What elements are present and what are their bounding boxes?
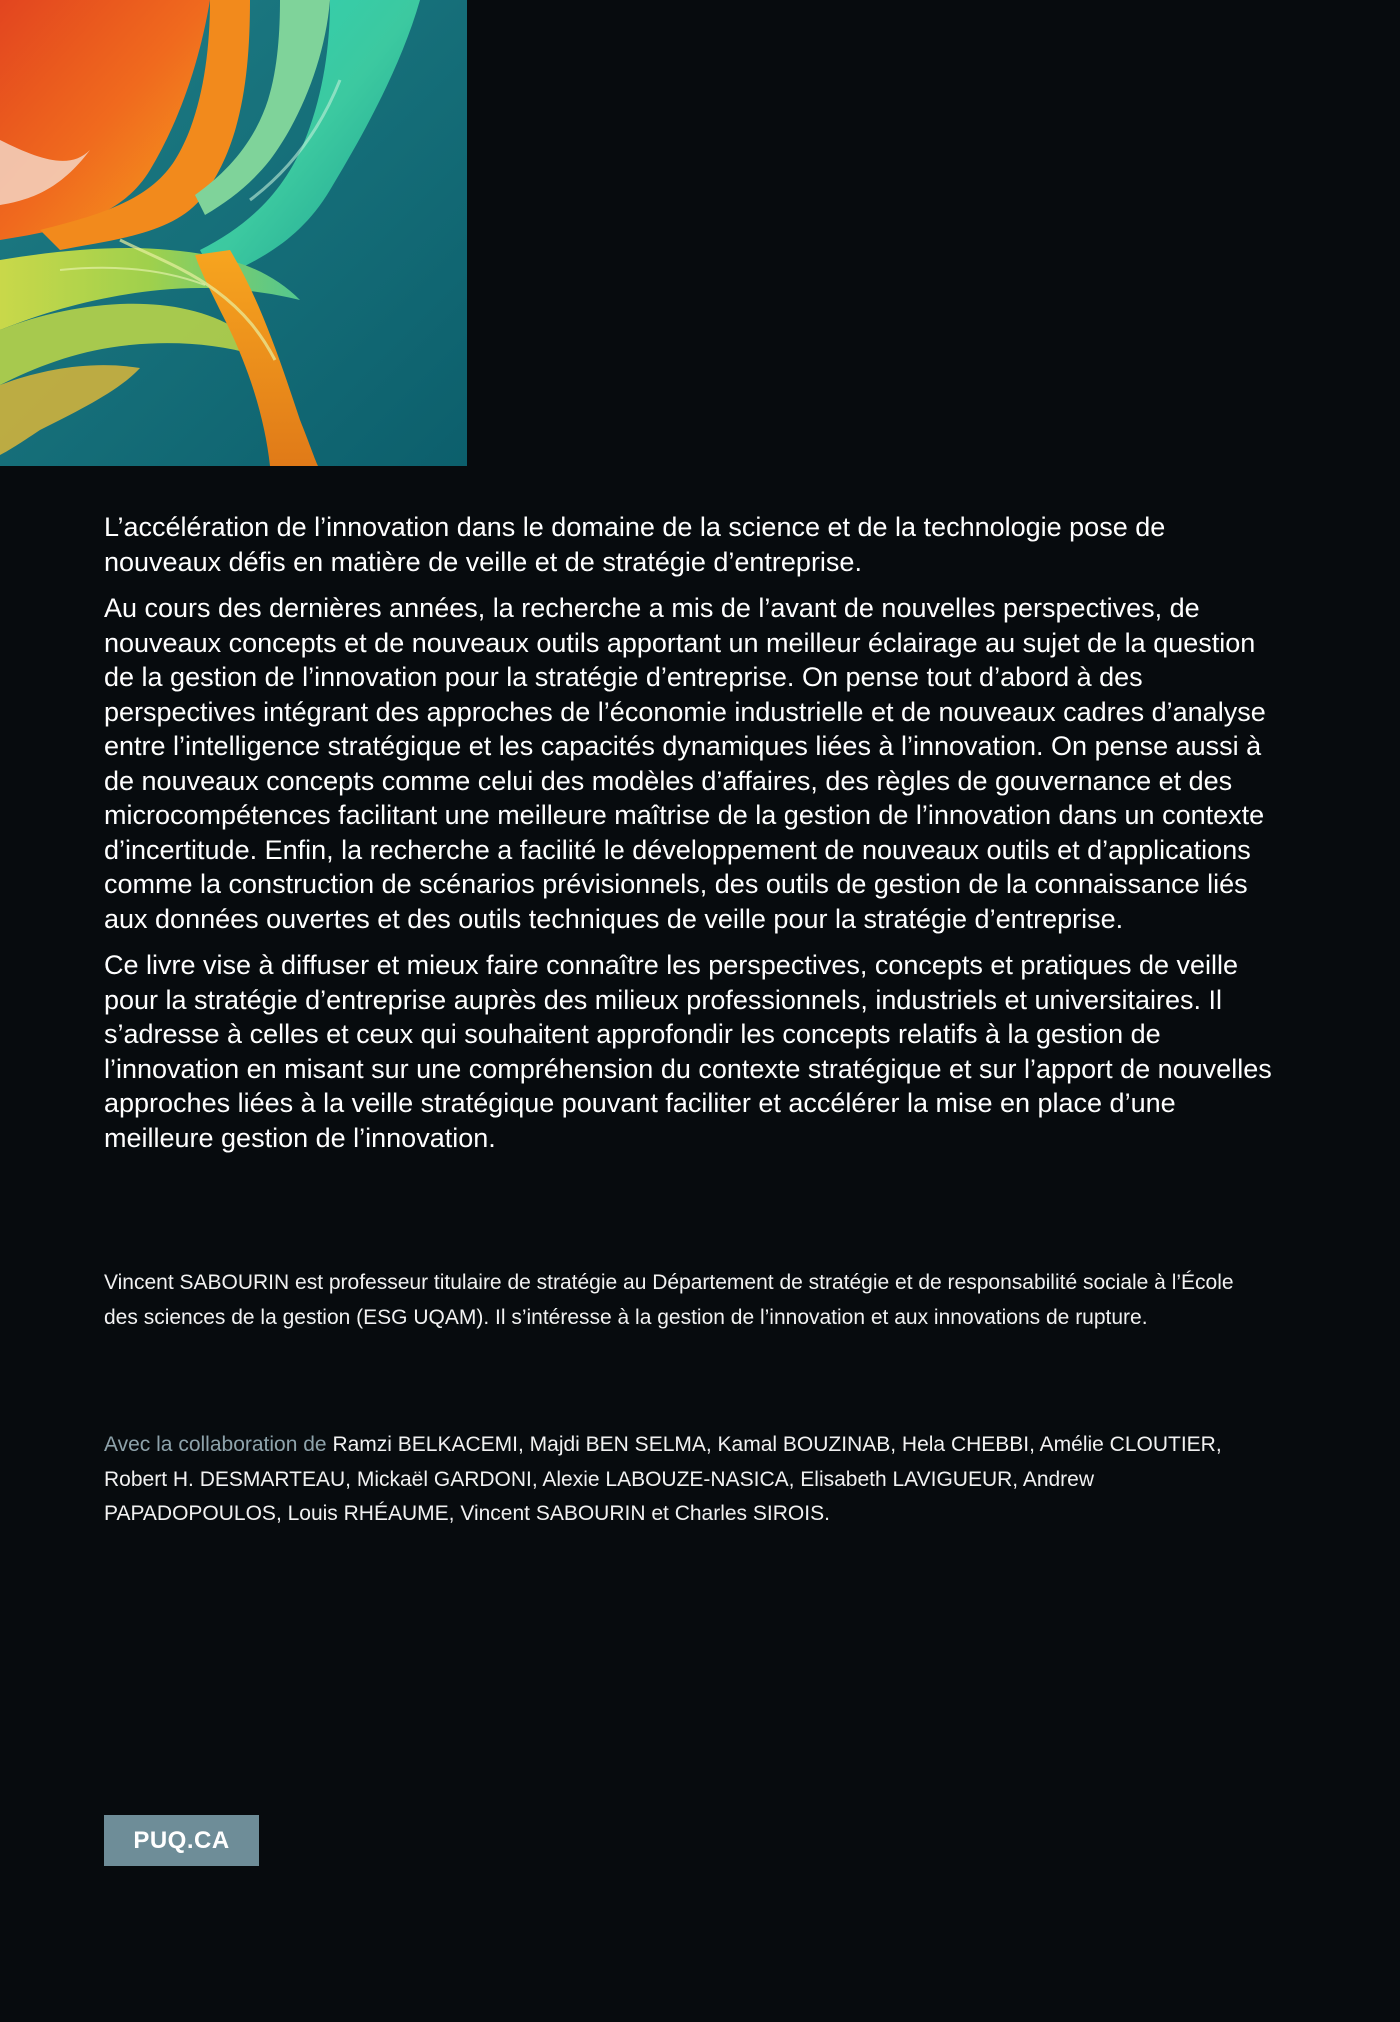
back-cover-blurb [104,510,1284,1167]
publisher-badge: PUQ.CA [104,1815,259,1866]
blurb-paragraph-3: Ce livre vise à diffuser et mieux faire connaître les perspectives, concepts et pratiques de veille pour la stratégie d’entreprise auprès des milieux professionnels, industriels et universitaires. Il s’adresse à celles et ceux qui souhaitent approfondir les concepts relatifs à la gestion de l’innovation en misant sur une compréhension du contexte stratégique et sur l’apport de nouvelles approches liées à la veille stratégique pouvant faciliter et accélérer la mise en place d’une meilleure gestion de l’innovation. [104,950,1272,1153]
cover-artwork [0,0,467,466]
author-bio: Vincent SABOURIN est professeur titulaire de stratégie au Département de stratégie et de responsabilité sociale à l’École des sciences de la gestion (ESG UQAM). Il s’intéresse à la gestion de l’innovation et aux innovations de rupture. [104,1271,1234,1329]
abstract-ribbon-image [0,0,467,466]
blurb-paragraph-1: L’accélération de l’innovation dans le domaine de la science et de la technologie pose de nouveaux défis en matière de veille et de stratégie d’entreprise. [104,512,1166,577]
blurb-paragraph-2: Au cours des dernières années, la recherche a mis de l’avant de nouvelles perspectives, de nouveaux concepts et de nouveaux outils apportant un meilleur éclairage au sujet de la question de la gestion de l’innovation pour la stratégie d’entreprise. On pense tout d’abord à des perspectives intégrant des approches de l’économie industrielle et de nouveaux cadres d’analyse entre l’intelligence stratégique et les capacités dynamiques liées à l’innovation. On pense aussi à de nouveaux concepts comme celui des modèles d’affaires, des règles de gouvernance et des microcompétences facilitant une meilleure maîtrise de la gestion de l’innovation dans un contexte d’incertitude. Enfin, la recherche a facilité le développement de nouveaux outils et d’applications comme la construction de scénarios prévisionnels, des outils de gestion de la connaissance liés aux données ouvertes et des outils techniques de veille pour la stratégie d’entreprise. [104,593,1266,934]
collaborators-names: Ramzi BELKACEMI, Majdi BEN SELMA, Kamal BOUZINAB, Hela CHEBBI, Amélie CLOUTIER, Robert H. DESMARTEAU, Mickaël GARDONI, Alexie LABOUZE-NASICA, Elisabeth LAVIGUEUR, Andrew PAPADOPOULOS, Louis RHÉAUME, Vincent SABOURIN et Charles SIROIS. [104,1433,1222,1525]
collaborators-lead: Avec la collaboration de [104,1433,327,1456]
collaborators-credit [104,1428,1244,1532]
